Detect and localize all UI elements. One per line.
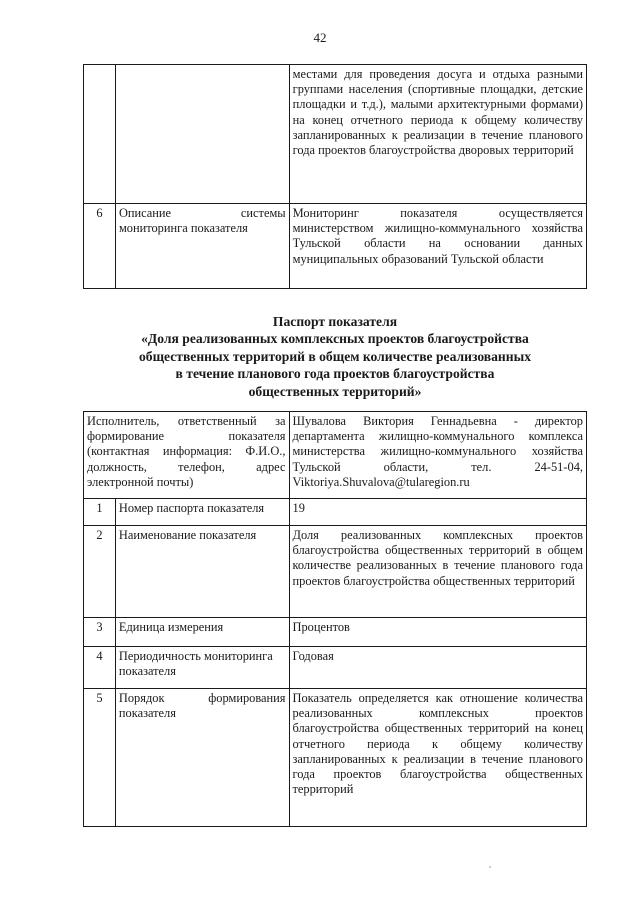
row-value-cell: 19 (289, 499, 587, 526)
row-label-cell: Наименование показателя (115, 526, 289, 618)
continuation-table (83, 64, 587, 289)
row-value-cell: Годовая (289, 647, 587, 689)
table-row (84, 65, 587, 204)
executor-value-cell: Шувалова Виктория Геннадьевна - директор департамента жилищно-коммунального комплекса министерства жилищно-коммунального хозяйства Тульской области, тел. 24-51-04, Viktoriya.Shuvalova@tularegion.ru (289, 412, 587, 499)
passport-table (83, 411, 587, 827)
row-number-cell: 1 (84, 499, 116, 526)
table-row (84, 618, 587, 647)
executor-row (84, 412, 587, 499)
scan-speck (489, 866, 491, 868)
row-number-cell: 4 (84, 647, 116, 689)
row-label-cell: Описание системы мониторинга показателя (115, 204, 289, 289)
row-number-cell: 3 (84, 618, 116, 647)
table-row (84, 499, 587, 526)
table-row (84, 526, 587, 618)
row-label-cell: Номер паспорта показателя (115, 499, 289, 526)
row-label-cell: Единица измерения (115, 618, 289, 647)
row-number-cell: 2 (84, 526, 116, 618)
row-value-cell: Показатель определяется как отношение количества реализованных комплексных проектов благоустройства общественных территорий на конец отчетного периода к общему количеству запланированных к реализации в течение планового года проектов благоустройства общественных территорий (289, 689, 587, 827)
row-number-cell: 5 (84, 689, 116, 827)
row-number-cell: 6 (84, 204, 116, 289)
executor-label-cell: Исполнитель, ответственный за формирование показателя (контактная информация: Ф.И.О., должность, телефон, адрес электронной почты) (84, 412, 290, 499)
row-value-cell: Процентов (289, 618, 587, 647)
passport-heading (70, 313, 600, 400)
table-row (84, 689, 587, 827)
passport-heading-line: в течение планового года проектов благоустройства (175, 366, 495, 382)
table-row (84, 204, 587, 289)
passport-heading-line: общественных территорий» (248, 383, 422, 399)
row-value-cell: местами для проведения досуга и отдыха разными группами населения (спортивные площадки, детские площадки и т.д.), малыми архитектурными формами) на конец отчетного периода к общему количеству запланированных к реализации в течение планового года проектов благоустройства дворовых территорий (289, 65, 586, 204)
row-label-cell (115, 65, 289, 204)
table-row (84, 647, 587, 689)
row-number-cell (84, 65, 116, 204)
row-label-cell: Порядок формирования показателя (115, 689, 289, 827)
page-number: 42 (313, 30, 327, 45)
row-label-cell: Периодичность мониторинга показателя (115, 647, 289, 689)
row-value-cell: Мониторинг показателя осуществляется министерством жилищно-коммунального хозяйства Тульской области на основании данных муниципальных образований Тульской области (289, 204, 586, 289)
row-value-cell: Доля реализованных комплексных проектов благоустройства общественных территорий в общем количестве реализованных в течение планового года проектов благоустройства общественных территорий (289, 526, 587, 618)
passport-heading-line: общественных территорий в общем количестве реализованных (138, 348, 531, 364)
passport-heading-line: Паспорт показателя (272, 314, 398, 329)
passport-heading-line: «Доля реализованных комплексных проектов благоустройства (141, 331, 529, 347)
